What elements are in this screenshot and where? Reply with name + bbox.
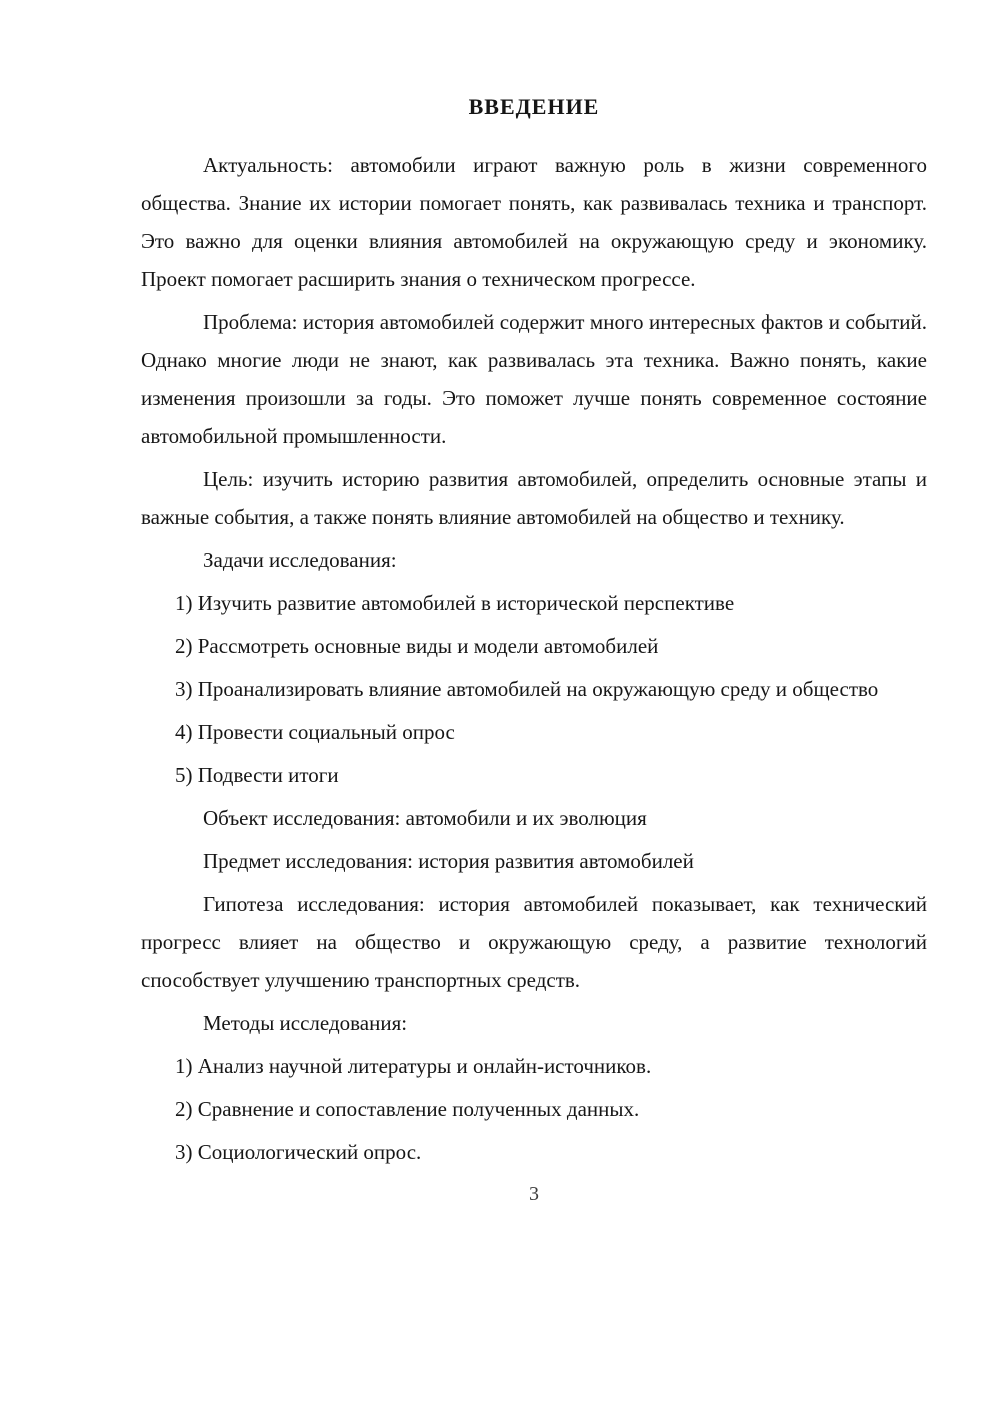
task-item-4: 4) Провести социальный опрос	[175, 720, 455, 744]
paragraph-research-object: Объект исследования: автомобили и их эволюция	[203, 806, 647, 830]
page-number: 3	[529, 1183, 539, 1205]
task-item-3: 3) Проанализировать влияние автомобилей на окружающую среду и общество	[175, 677, 879, 701]
tasks-heading: Задачи исследования:	[203, 548, 397, 572]
task-item-5: 5) Подвести итоги	[175, 763, 339, 787]
method-item-2: 2) Сравнение и сопоставление полученных данных.	[175, 1097, 640, 1121]
paragraph-problem: Проблема: история автомобилей содержит много интересных фактов и событий. Однако многие люди не знают, как развивалась эта техника. Важно понять, какие изменения произошли за годы. Это поможет лучше понять современное состояние автомобильной промышленности.	[141, 310, 927, 448]
paragraph-research-subject: Предмет исследования: история развития автомобилей	[203, 849, 694, 873]
page-footer	[141, 1179, 927, 1209]
task-item-1: 1) Изучить развитие автомобилей в исторической перспективе	[175, 591, 735, 615]
page-title: ВВЕДЕНИЕ	[468, 94, 600, 119]
paragraph-goal: Цель: изучить историю развития автомобилей, определить основные этапы и важные события, а также понять влияние автомобилей на общество и технику.	[141, 467, 927, 529]
method-item-1: 1) Анализ научной литературы и онлайн-источников.	[175, 1054, 652, 1078]
paragraph-relevance: Актуальность: автомобили играют важную роль в жизни современного общества. Знание их истории помогает понять, как развивалась техника и транспорт. Это важно для оценки влияния автомобилей на окружающую среду и экономику. Проект помогает расширить знания о техническом прогрессе.	[141, 153, 927, 291]
task-item-2: 2) Рассмотреть основные виды и модели автомобилей	[175, 634, 659, 658]
paragraph-hypothesis: Гипотеза исследования: история автомобилей показывает, как технический прогресс влияет на общество и окружающую среду, а развитие технологий способствует улучшению транспортных средств.	[141, 892, 927, 992]
methods-heading: Методы исследования:	[203, 1011, 408, 1035]
method-item-3: 3) Социологический опрос.	[175, 1140, 422, 1164]
